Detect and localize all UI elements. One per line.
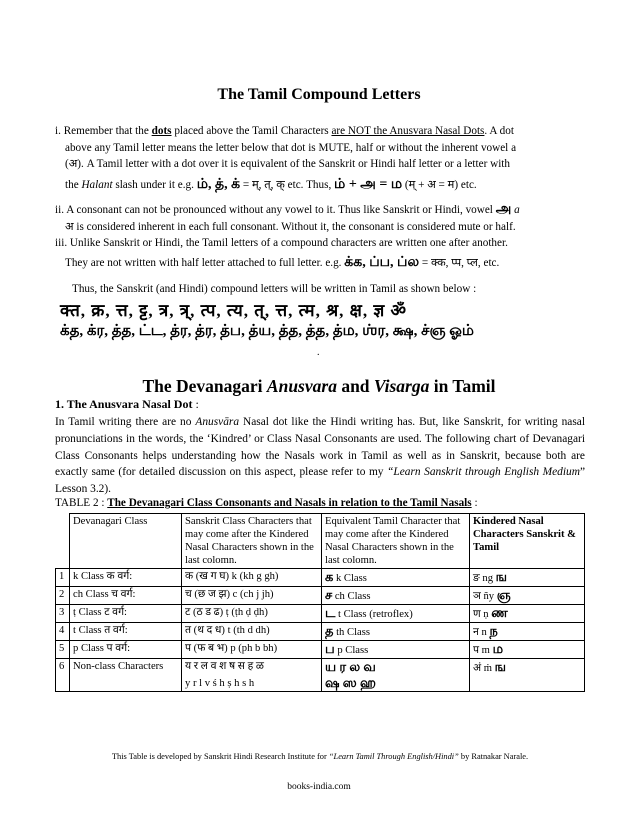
- class-consonants-table: [55, 513, 585, 692]
- row-tamil: ட t Class (retroflex): [322, 605, 470, 623]
- row-nasal: प m ம: [470, 641, 585, 659]
- row-tamil: ச ch Class: [322, 587, 470, 605]
- page-title: The Tamil Compound Letters: [217, 86, 421, 103]
- sanskrit-compound-row: क्त, क्र, त्त, ट्ट, त्र, त्र्, त्प, त्य, त्, त्त, त्म, श्र, क्ष, ज्ञ ॐ: [60, 301, 407, 320]
- row-sanskrit: त (थ द ध) t (th d dh): [182, 623, 322, 641]
- row-class: ch Class च वर्ग:: [70, 587, 182, 605]
- row-number: 4: [56, 623, 70, 641]
- row-nasal: ङ ng ங: [470, 569, 585, 587]
- para-iii-line1: iii. Unlike Sanskrit or Hindi, the Tamil letters of a compound characters are written one after another.: [55, 237, 508, 249]
- tamil-compound-row: க்த, க்ர, த்த, ட்ட, த்ர, த்ர, த்ப, த்ய, த்த, த்த, த்ம, ஶ்ர, க்ஷ, ச்ஞ ஓம்: [60, 323, 474, 339]
- section-subtitle: 1. The Anusvara Nasal Dot :: [55, 397, 199, 411]
- table-credit: This Table is developed by Sanskrit Hindi Research Institute for “Learn Tamil Through English/Hindi” by Ratnakar Narale.: [111, 752, 529, 761]
- row-class: t Class त वर्ग:: [70, 623, 182, 641]
- row-number: 1: [56, 569, 70, 587]
- row-nasal: न n ந: [470, 623, 585, 641]
- table-caption: TABLE 2 : The Devanagari Class Consonants and Nasals in relation to the Tamil Nasals :: [55, 497, 478, 509]
- paragraph-ii: [55, 202, 585, 235]
- row-sanskrit: प (फ ब भ) p (ph b bh): [182, 641, 322, 659]
- row-nasal: ण ṇ ண: [470, 605, 585, 623]
- row-class: k Class क वर्ग:: [70, 569, 182, 587]
- paragraph-iii: [55, 235, 585, 271]
- row-nasal: अं ṁ ங: [470, 659, 585, 692]
- table-row: [56, 587, 585, 605]
- row-class: Non-class Characters: [70, 659, 182, 692]
- compound-intro: Thus, the Sanskrit (and Hindi) compound letters will be written in Tamil as shown below :: [72, 283, 477, 295]
- row-number: 6: [56, 659, 70, 692]
- para-i-line1: i. Remember that the dots placed above the Tamil Characters are NOT the Anusvara Nasal Dots. A dot: [55, 125, 514, 137]
- para-iii-line2: They are not written with half letter attached to full letter. e.g. க்க, ப்ப, ப்ல = क्क, प्प, प्ल, etc.: [65, 254, 500, 270]
- dot-mark: .: [317, 347, 320, 358]
- row-nasal: ञ ñy ஞ: [470, 587, 585, 605]
- section-title: The Devanagari Anusvara and Visarga in Tamil: [142, 376, 496, 396]
- row-number: 2: [56, 587, 70, 605]
- table-row: [56, 641, 585, 659]
- header-kindered-nasal: Kindered Nasal Characters Sanskrit & Tamil: [470, 514, 585, 569]
- table-row: [56, 623, 585, 641]
- paragraph-i: [55, 123, 585, 193]
- header-sanskrit-class: Sanskrit Class Characters that may come after the Kindered Nasal Characters shown in the last colomn.: [182, 514, 322, 569]
- header-devanagari-class: Devanagari Class: [70, 514, 182, 569]
- header-tamil-equivalent: Equivalent Tamil Character that may come after the Kindered Nasal Characters shown in the last colomn.: [322, 514, 470, 569]
- row-class: p Class प वर्ग:: [70, 641, 182, 659]
- row-sanskrit: च (छ ज झ) c (ch j jh): [182, 587, 322, 605]
- footer-site: books-india.com: [287, 782, 351, 792]
- row-sanskrit: क (ख ग घ) k (kh g gh): [182, 569, 322, 587]
- para-ii-line2: अ is considered inherent in each full consonant. Without it, the consonant is considered mute or half.: [65, 220, 516, 233]
- para-i-line2: above any Tamil letter means the letter below that dot is MUTE, half or without the inherent vowel a: [65, 141, 517, 154]
- table-row: [56, 605, 585, 623]
- row-class: ṭ Class ट वर्ग:: [70, 605, 182, 623]
- row-number: 5: [56, 641, 70, 659]
- row-tamil: ய ர ல வ ஷ ஸ ஹ: [322, 659, 470, 692]
- table-row: [56, 569, 585, 587]
- table-header-row: [56, 514, 585, 569]
- row-number: 3: [56, 605, 70, 623]
- row-tamil: த th Class: [322, 623, 470, 641]
- section-body: In Tamil writing there are no Anusvāra Nasal dot like the Hindi writing has. But, like Sanskrit, for writing nasal pronunciations in the words, the ‘Kindred’ or Class Nasal Consonants are used. The following chart of Devanagari Class Consonants helps understanding how the Nasals work in Tamil as well as in Sanskrit, because both are exactly same (for detailed discussion on this aspect, please refer to my “Learn Sanskrit through English Medium” Lesson 3.2).: [55, 416, 586, 496]
- row-tamil: ப p Class: [322, 641, 470, 659]
- para-ii-line1: ii. A consonant can not be pronounced without any vowel to it. Thus like Sanskrit or Hindi, vowel அ a: [55, 202, 520, 217]
- table-row: [56, 659, 585, 692]
- para-i-line3: (अ). A Tamil letter with a dot over it is equivalent of the Sanskrit or Hindi half letter or a letter with: [65, 158, 511, 170]
- row-sanskrit: य र ल व श ष स ह ळ y r l v ś h ṣ h s h: [182, 659, 322, 692]
- row-tamil: க k Class: [322, 569, 470, 587]
- row-sanskrit: ट (ठ ड ढ) ṭ (ṭh ḍ ḍh): [182, 605, 322, 623]
- para-i-line4: the Halant slash under it e.g. ம், த், க் = म्, त्, क् etc. Thus, ம் + அ = ம (म् + अ = म) etc.: [65, 176, 477, 192]
